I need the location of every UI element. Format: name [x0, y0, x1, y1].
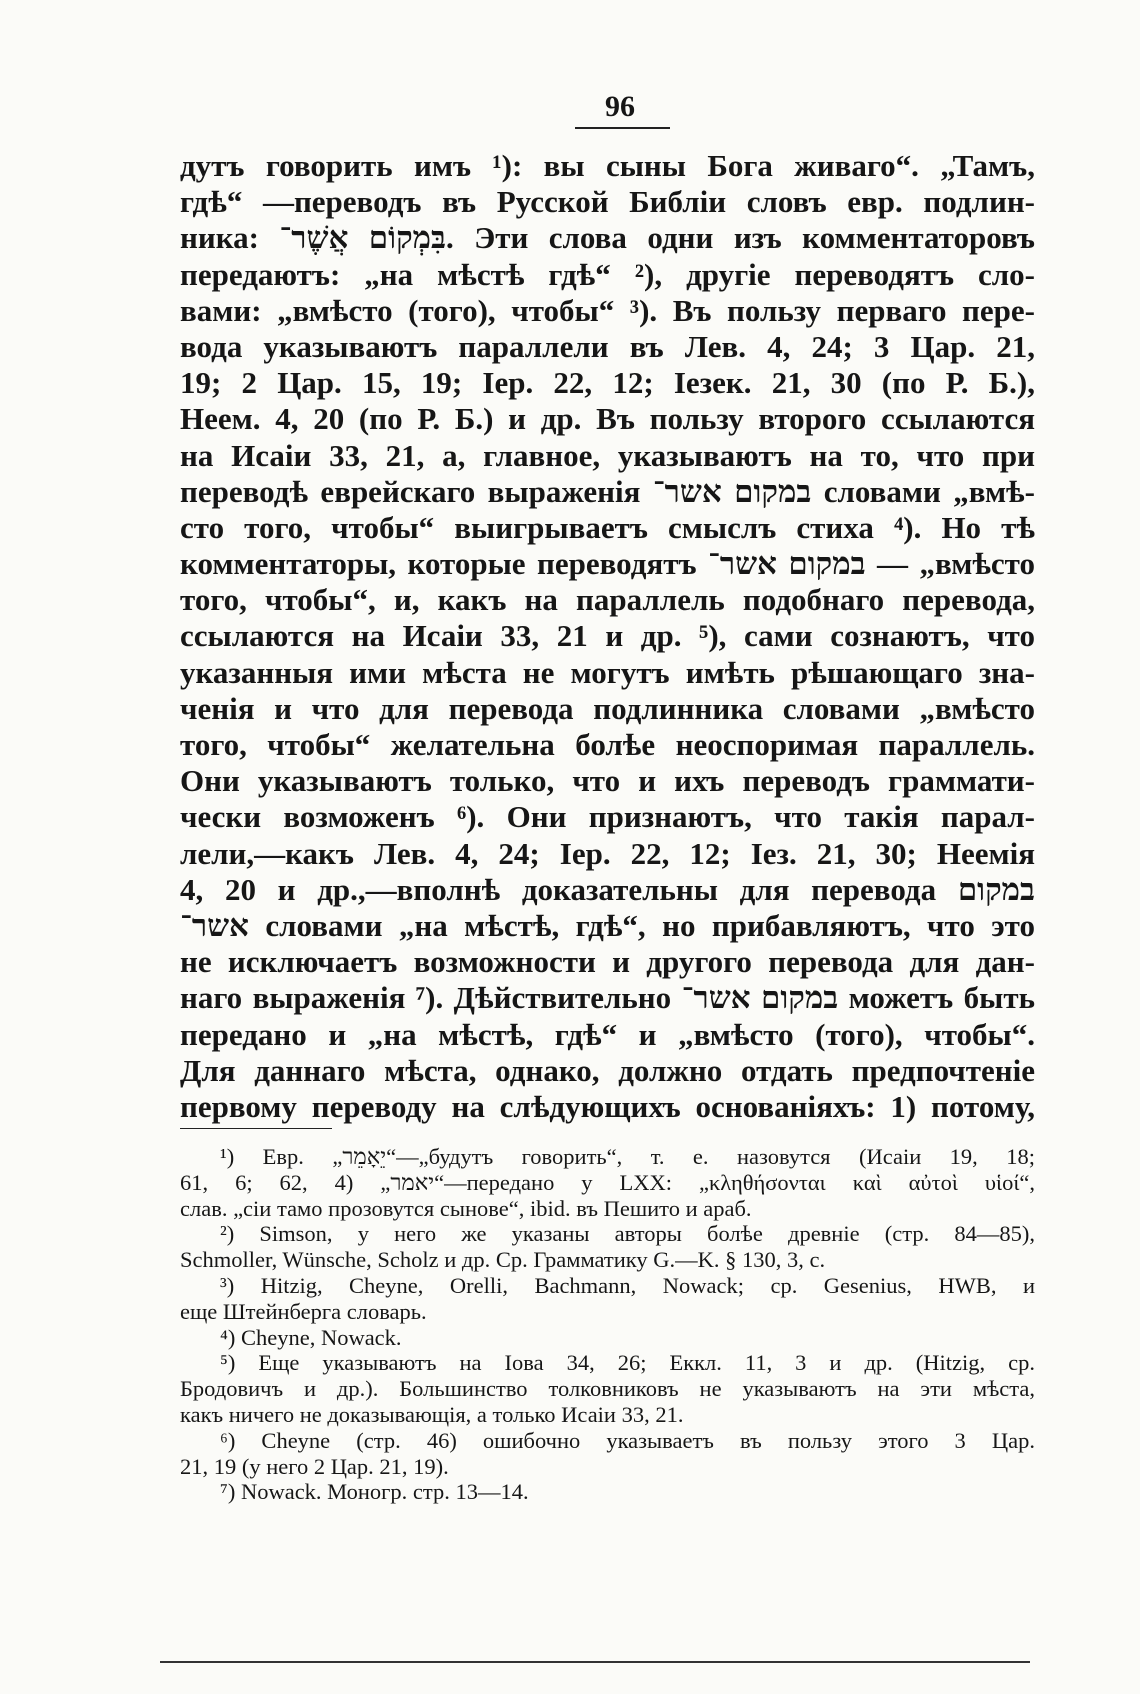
bottom-rule	[160, 1661, 1030, 1663]
footnote-line: Schmoller, Wünsche, Scholz и др. Ср. Грамматику G.—K. § 130, 3, c.	[180, 1247, 826, 1273]
footnote-line: Бродовичъ и др.). Большинство толковниковъ не указываютъ на эти мѣста,	[180, 1376, 1035, 1402]
page-number-rule	[575, 127, 670, 129]
text-line: не исключаетъ возможности и другого перевода для дан-	[180, 944, 1035, 980]
text-line: вода указываютъ параллели въ Лев. 4, 24; 3 Цар. 21,	[180, 328, 1035, 364]
text-line: первому переводу на слѣдующихъ основаніяхъ: 1) потому,	[180, 1088, 1035, 1124]
footnote-line: 61, 6; 62, 4) „יאמר“—передано у LXX: „κληθήσονται καὶ αὐτοὶ υἱοί“,	[180, 1169, 1035, 1195]
text-line: вами: „вмѣсто (того), чтобы“ ³). Въ пользу перваго пере-	[180, 292, 1035, 328]
page-number: 96	[605, 90, 635, 123]
text-line: указанныя ими мѣста не могутъ имѣть рѣшающаго зна-	[180, 654, 1035, 690]
text-line: передаютъ: „на мѣстѣ гдѣ“ ²), другіе переводятъ сло-	[180, 256, 1035, 292]
text-line: Неем. 4, 20 (по Р. Б.) и др. Въ пользу второго ссылаются	[180, 401, 1035, 437]
text-line: переводѣ еврейскаго выраженія במקום אשר־ словами „вмѣ-	[180, 473, 1035, 509]
footnote-line: ⁶) Cheyne (стр. 46) ошибочно указываетъ въ пользу этого 3 Цар.	[220, 1427, 1035, 1453]
main-text	[180, 148, 1035, 1125]
text-line: того, чтобы“, и, какъ на параллель подобнаго перевода,	[180, 582, 1035, 618]
text-line: ника: בִּמְקוֹם אֲשֶׁר־. Эти слова одни изъ комментаторовъ	[180, 220, 1035, 256]
footnote-separator	[180, 1128, 332, 1129]
text-line: наго выраженія ⁷). Дѣйствительно במקום אשר־ можетъ быть	[180, 980, 1036, 1016]
footnote-line: еще Штейнберга словарь.	[180, 1298, 427, 1324]
text-line: Они указываютъ только, что и ихъ переводъ граммати-	[180, 763, 1035, 799]
text-line: Для даннаго мѣста, однако, должно отдать предпочтеніе	[180, 1052, 1035, 1088]
text-line: чески возможенъ ⁶). Они признаютъ, что такія парал-	[180, 799, 1035, 835]
footnote-line: ²) Simson, у него же указаны авторы болѣе древніе (стр. 84—85),	[220, 1221, 1035, 1247]
text-line: гдѣ“ —переводъ въ Русской Библіи словъ евр. подлин-	[180, 184, 1035, 220]
text-line: сто того, чтобы“ выигрываетъ смыслъ стиха ⁴). Но тѣ	[180, 509, 1035, 545]
text-line: ссылаются на Исаіи 33, 21 и др. ⁵), сами сознаютъ, что	[180, 618, 1035, 654]
text-line: на Исаіи 33, 21, а, главное, указываютъ на то, что при	[180, 437, 1035, 473]
footnote-line: ⁷) Nowack. Моногр. стр. 13—14.	[220, 1479, 529, 1505]
text-line: ченія и что для перевода подлинника словами „вмѣсто	[180, 690, 1035, 726]
text-line: комментаторы, которые переводятъ במקום אשר־ — „вмѣсто	[180, 546, 1035, 582]
footnote-line: ⁴) Cheyne, Nowack.	[220, 1324, 402, 1350]
text-line: 19; 2 Цар. 15, 19; Іер. 22, 12; Іезек. 21, 30 (по Р. Б.),	[180, 365, 1035, 401]
text-line: אשר־ словами „на мѣстѣ, гдѣ“, но прибавляютъ, что это	[180, 907, 1035, 943]
text-line: 4, 20 и др.,—вполнѣ доказательны для перевода במקום	[180, 871, 1035, 907]
footnote-line: ⁵) Еще указываютъ на Іова 34, 26; Еккл. 11, 3 и др. (Hitzig, cp.	[220, 1350, 1035, 1376]
footnote-line: ³) Hitzig, Cheyne, Orelli, Bachmann, Nowack; cp. Gesenius, HWB, и	[220, 1272, 1035, 1298]
footnote-line: 21, 19 (у него 2 Цар. 21, 19).	[180, 1453, 449, 1479]
footnote-line: какъ ничего не доказывающія, а только Исаіи 33, 21.	[180, 1401, 684, 1427]
text-line: передано и „на мѣстѣ, гдѣ“ и „вмѣсто (того), чтобы“.	[180, 1016, 1035, 1052]
text-line: того, чтобы“ желательна болѣе неоспоримая параллель.	[180, 727, 1035, 762]
footnote-line: ¹) Евр. „יֵאָמֵר“—„будутъ говорить“, т. е. назовутся (Исаіи 19, 18;	[220, 1144, 1035, 1169]
text-line: лели,—какъ Лев. 4, 24; Іер. 22, 12; Іез. 21, 30; Неемія	[180, 835, 1035, 871]
footnotes	[180, 1144, 1035, 1505]
footnote-line: слав. „сіи тамо прозовутся сынове“, ibid. въ Пешито и араб.	[180, 1195, 752, 1221]
text-line: дутъ говорить имъ ¹): вы сыны Бога живаго“. „Тамъ,	[180, 148, 1035, 183]
